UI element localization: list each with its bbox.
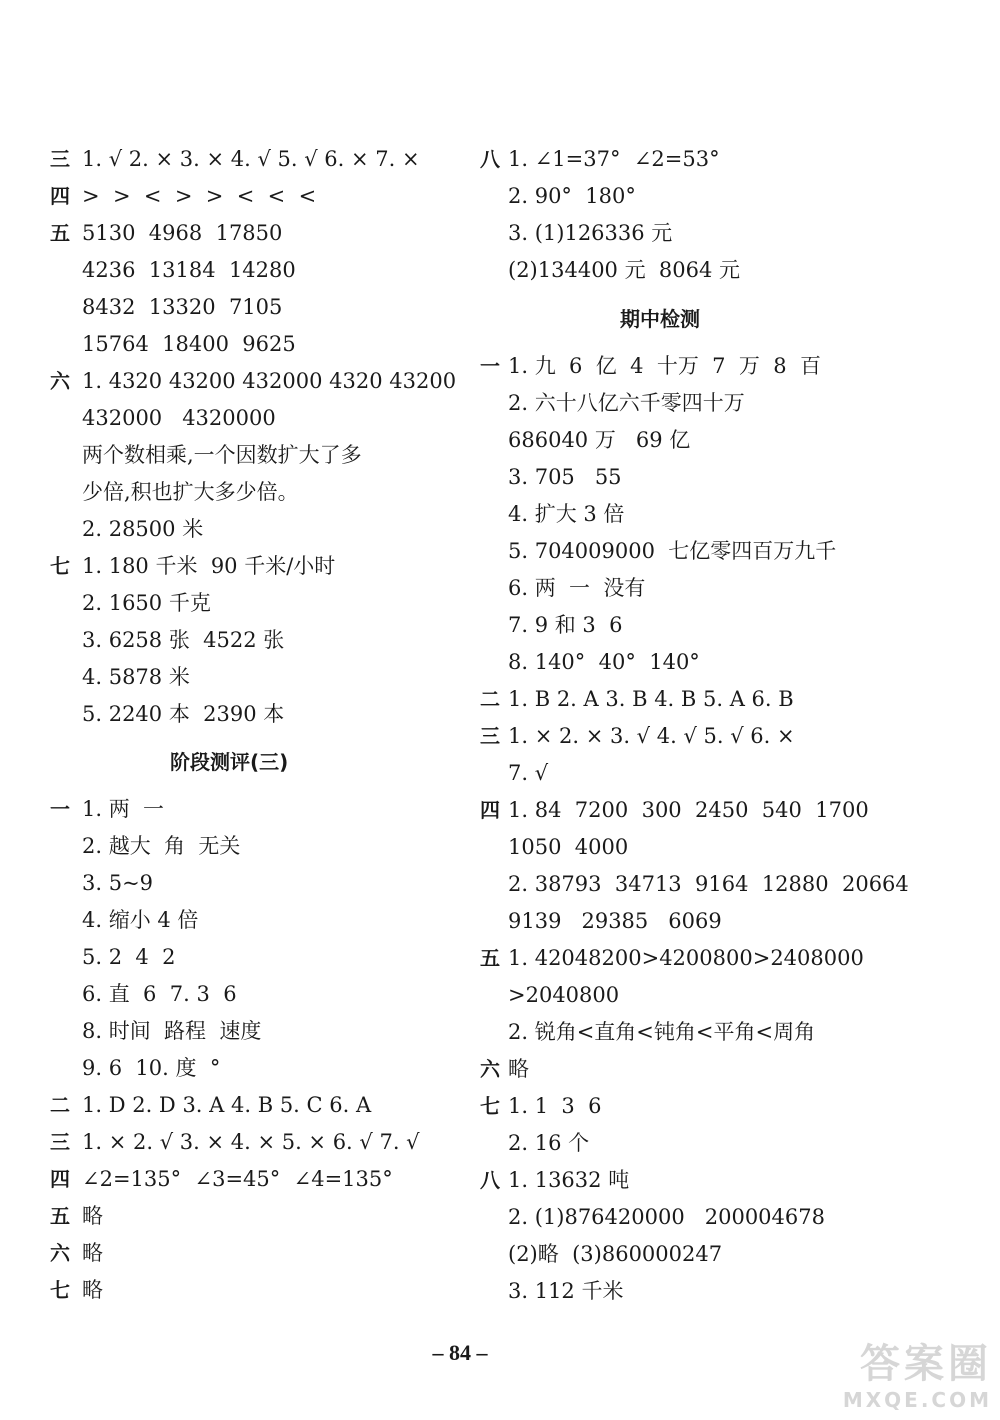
answer-line: 7. √ xyxy=(508,761,549,785)
page-number: – 84 – xyxy=(432,1340,488,1365)
answer-line: 略 xyxy=(508,1057,529,1081)
answer-line: >2040800 xyxy=(508,983,620,1007)
answer-line: 1. 180 千米 90 千米/小时 xyxy=(82,554,336,578)
answer-line: 15764 18400 9625 xyxy=(82,332,296,356)
answer-line: 9. 6 10. 度 ° xyxy=(82,1056,221,1080)
section-marker: 二 xyxy=(480,687,500,711)
answer-line: 略 xyxy=(82,1204,103,1228)
answer-line: 略 xyxy=(82,1241,103,1265)
answer-line: > > < > > < < < xyxy=(82,184,317,208)
answer-line: 3. 6258 张 4522 张 xyxy=(82,628,285,652)
answer-line: 3. 705 55 xyxy=(508,465,622,489)
section-marker: 四 xyxy=(480,798,500,822)
section-marker: 六 xyxy=(50,1241,70,1265)
answer-line: 4. 扩大 3 倍 xyxy=(508,502,625,526)
answer-line: 6. 直 6 7. 3 6 xyxy=(82,982,237,1006)
answer-line: 3. (1)126336 元 xyxy=(508,221,673,245)
answer-line: 1. 两 一 xyxy=(82,797,165,821)
answer-line: 2. 越大 角 无关 xyxy=(82,834,241,858)
answer-line: 1. 42048200>4200800>2408000 xyxy=(508,946,864,970)
answer-line: 686040 万 69 亿 xyxy=(508,428,691,452)
answer-line: 1. 4320 43200 432000 4320 43200 xyxy=(82,369,457,393)
watermark-domain: MXQE.COM xyxy=(842,1388,992,1412)
answer-line: 2. 90° 180° xyxy=(508,184,636,208)
answer-line: (2)略 (3)860000247 xyxy=(508,1242,723,1266)
answer-line: 4. 缩小 4 倍 xyxy=(82,908,199,932)
answer-line: 1. D 2. D 3. A 4. B 5. C 6. A xyxy=(82,1093,372,1117)
answer-line: 1. 九 6 亿 4 十万 7 万 8 百 xyxy=(508,354,821,378)
section-heading: 阶段测评(三) xyxy=(170,750,289,774)
answer-line: 两个数相乘,一个因数扩大了多 xyxy=(82,443,362,467)
section-marker: 六 xyxy=(50,369,70,393)
section-marker: 八 xyxy=(480,1168,500,1192)
section-heading: 期中检测 xyxy=(620,307,700,331)
answer-line: 3. 5~9 xyxy=(82,871,154,895)
answer-line: 2. (1)876420000 200004678 xyxy=(508,1205,825,1229)
answer-line: 1. √ 2. × 3. × 4. √ 5. √ 6. × 7. × xyxy=(82,147,420,171)
answer-line: 1. 13632 吨 xyxy=(508,1168,630,1192)
section-marker: 五 xyxy=(50,1204,70,1228)
answer-line: 2. 38793 34713 9164 12880 20664 xyxy=(508,872,909,896)
watermark-text: 答案圈 xyxy=(860,1341,992,1387)
answer-line: 3. 112 千米 xyxy=(508,1279,624,1303)
section-marker: 四 xyxy=(50,184,70,208)
answer-line: 1. 1 3 6 xyxy=(508,1094,602,1118)
answer-line: 2. 28500 米 xyxy=(82,517,204,541)
section-marker: 一 xyxy=(50,797,70,821)
section-marker: 八 xyxy=(480,147,500,171)
section-marker: 五 xyxy=(480,946,500,970)
answer-line: 5. 2240 本 2390 本 xyxy=(82,702,285,726)
section-marker: 三 xyxy=(480,724,500,748)
section-marker: 七 xyxy=(480,1094,500,1118)
answer-line: 1. × 2. √ 3. × 4. × 5. × 6. √ 7. √ xyxy=(82,1130,420,1154)
answer-line: 略 xyxy=(82,1278,103,1302)
answer-line: 1. 84 7200 300 2450 540 1700 xyxy=(508,798,869,822)
section-marker: 二 xyxy=(50,1093,70,1117)
answer-line: 4236 13184 14280 xyxy=(82,258,296,282)
answer-line: 2. 锐角<直角<钝角<平角<周角 xyxy=(508,1020,816,1044)
answer-line: (2)134400 元 8064 元 xyxy=(508,258,741,282)
answer-line: 9139 29385 6069 xyxy=(508,909,722,933)
answer-line: 少倍,积也扩大多少倍。 xyxy=(82,480,299,504)
answer-line: 5. 2 4 2 xyxy=(82,945,176,969)
answer-line: 5. 704009000 七亿零四百万九千 xyxy=(508,539,837,563)
section-marker: 六 xyxy=(480,1057,500,1081)
section-marker: 七 xyxy=(50,554,70,578)
answer-line: 1. B 2. A 3. B 4. B 5. A 6. B xyxy=(508,687,794,711)
answer-line: 6. 两 一 没有 xyxy=(508,576,646,600)
section-marker: 四 xyxy=(50,1167,70,1191)
answer-line: 432000 4320000 xyxy=(82,406,276,430)
answer-line: 8. 时间 路程 速度 xyxy=(82,1019,262,1043)
section-marker: 一 xyxy=(480,354,500,378)
answer-line: ∠2=135° ∠3=45° ∠4=135° xyxy=(82,1167,393,1191)
answer-line: 8432 13320 7105 xyxy=(82,295,283,319)
answer-line: 1. ∠1=37° ∠2=53° xyxy=(508,147,720,171)
section-marker: 七 xyxy=(50,1278,70,1302)
answer-line: 1050 4000 xyxy=(508,835,629,859)
watermark-logo xyxy=(842,1332,992,1412)
answer-line: 2. 16 个 xyxy=(508,1131,590,1155)
answer-line: 7. 9 和 3 6 xyxy=(508,613,623,637)
section-marker: 三 xyxy=(50,1130,70,1154)
answer-line: 4. 5878 米 xyxy=(82,665,190,689)
section-marker: 五 xyxy=(50,221,70,245)
answer-line: 1. × 2. × 3. √ 4. √ 5. √ 6. × xyxy=(508,724,795,748)
answer-line: 2. 1650 千克 xyxy=(82,591,211,615)
answer-line: 8. 140° 40° 140° xyxy=(508,650,700,674)
answer-line: 5130 4968 17850 xyxy=(82,221,283,245)
section-marker: 三 xyxy=(50,147,70,171)
answer-line: 2. 六十八亿六千零四十万 xyxy=(508,391,745,415)
